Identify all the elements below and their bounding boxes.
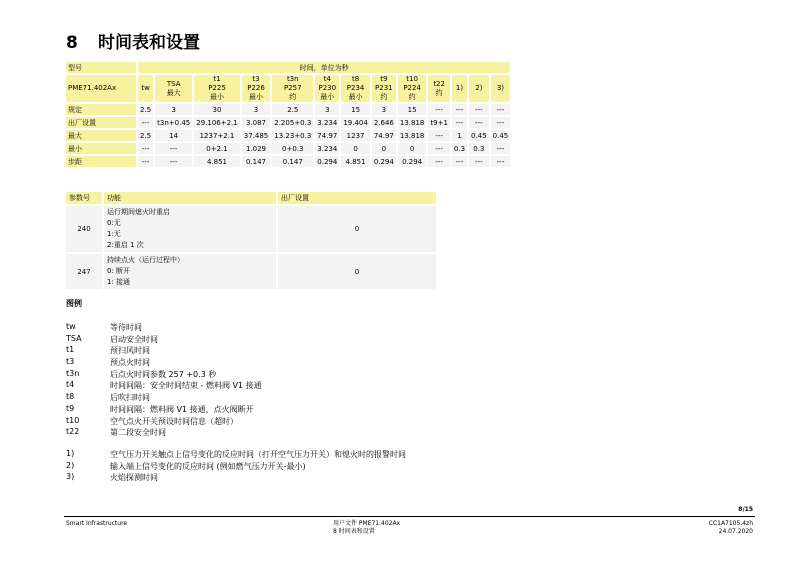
column-header-line: P231 (375, 84, 393, 92)
table-cell: 15 (341, 104, 370, 115)
table-cell: 2.5 (272, 104, 313, 115)
row-label: 出厂设置 (66, 117, 136, 128)
legend-description: 火焰探测时间 (110, 473, 158, 483)
column-header-line: 最小 (320, 93, 335, 101)
column-header (272, 75, 313, 102)
table-cell: 4.851 (194, 156, 240, 167)
table-cell: 1237+2.1 (194, 130, 240, 141)
legend-item (66, 461, 406, 473)
table-cell: --- (428, 104, 450, 115)
table-cell: --- (452, 117, 467, 128)
table-cell: 74.97 (373, 131, 394, 140)
param-function-line: 0: 断开 (107, 267, 131, 275)
table-cell: 29.106+2.1 (196, 118, 238, 127)
footer-code-date (709, 520, 753, 536)
legend-symbol: 2) (66, 460, 75, 470)
table-row (66, 104, 510, 115)
table-cell: 3 (315, 104, 339, 115)
table-cell: --- (428, 143, 450, 154)
column-header-line: 约 (408, 93, 416, 101)
column-header-line: P257 (283, 84, 302, 92)
type-label: 型号 (66, 62, 136, 73)
table-cell: 0 (398, 143, 427, 154)
column-header-line: P230 (318, 84, 337, 92)
footer-doc-code: CC1A7105.4zh (708, 520, 753, 527)
table-cell: 4.851 (341, 156, 370, 167)
table-cell: --- (452, 104, 467, 115)
table-cell: 1 (452, 130, 467, 141)
legend-description: 空气点火开关预设时间信息（超时） (110, 416, 238, 426)
table-row (66, 156, 510, 167)
param-default: 0 (278, 254, 436, 289)
legend-description: 等待时间 (110, 323, 142, 332)
table-cell: t3n+0.45 (157, 118, 191, 127)
table-cell: 0.45 (471, 131, 487, 140)
table-cell: 0.294 (373, 157, 394, 166)
legend-item (66, 427, 262, 439)
table-cell: 2.646 (373, 118, 394, 127)
table-cell: --- (138, 117, 153, 128)
param-function (104, 206, 276, 252)
table-cell: --- (138, 156, 153, 167)
table-cell: 2.5 (140, 105, 152, 114)
column-header-line: tw (141, 84, 150, 92)
section-title: 时间表和设置 (98, 33, 200, 53)
param-row (66, 206, 436, 252)
table-cell: 0.147 (272, 156, 313, 167)
footer-doc-section: 8 时间表和设置 (333, 528, 375, 535)
legend-item (66, 334, 262, 346)
legend-item (66, 322, 262, 334)
column-header-line: TSA (166, 79, 181, 88)
legend-symbol: 3) (66, 472, 75, 482)
column-header-line: P226 (247, 84, 265, 92)
footer-rule (64, 516, 755, 517)
table-cell: 0.3 (469, 143, 489, 154)
table-cell: 1237 (341, 130, 370, 141)
column-header-line: P224 (403, 84, 421, 92)
table-cell: 30 (194, 104, 240, 115)
param-default-header: 出厂设置 (278, 192, 436, 204)
column-header-line: 约 (380, 93, 388, 101)
column-header (155, 75, 192, 102)
legend-symbol: t8 (66, 392, 75, 402)
column-header (372, 75, 396, 102)
legend-symbol: TSA (66, 333, 82, 343)
column-header-line: t1 (213, 75, 221, 83)
legend-description: 预点火时间 (110, 358, 150, 368)
legend-item (66, 472, 406, 484)
table-cell: 13.818 (399, 118, 425, 127)
column-header (452, 75, 467, 102)
legend-item (66, 416, 262, 428)
param-function (104, 254, 276, 289)
table-cell: 13.23+0.3 (274, 131, 312, 140)
legend-symbol: t10 (66, 415, 80, 425)
table-cell: --- (155, 156, 192, 167)
column-header-line: t4 (323, 75, 331, 83)
legend-description: 预扫风时间 (110, 346, 150, 356)
legend-item (66, 369, 262, 381)
param-default: 0 (278, 206, 436, 252)
column-header-line: 最小 (209, 93, 224, 101)
table-cell: 0+0.3 (272, 143, 313, 154)
table-cell: --- (491, 156, 511, 167)
column-header-line: t9 (380, 75, 388, 83)
column-header (138, 75, 153, 102)
column-header-line: t3n (286, 75, 299, 83)
legend-symbol: t3 (66, 357, 75, 367)
table-cell: t9+1 (430, 118, 448, 127)
column-header-line: 最小 (248, 93, 263, 101)
table-cell: 0.294 (398, 156, 427, 167)
legend-item (66, 357, 262, 369)
legend-description: 时间间隔：安全时间结束 - 燃料阀 V1 接通 (110, 381, 262, 391)
param-function-line: 0:无 (107, 219, 121, 227)
table-cell: 0.294 (317, 157, 338, 166)
unit-header: 时间，单位为秒 (138, 62, 510, 73)
legend-description: 时间间隔：燃料阀 V1 接通，点火阀断开 (110, 404, 254, 414)
param-row (66, 254, 436, 289)
column-header-line: t22 (433, 79, 445, 88)
param-number-header: 参数号 (66, 192, 102, 204)
notes-list (66, 449, 406, 484)
footer-company: Smart Infrastructure (66, 520, 128, 527)
legend-symbol: tw (66, 322, 76, 331)
table-cell: 3 (372, 104, 396, 115)
column-header-line: P234 (346, 84, 365, 92)
legend-symbol: 1) (66, 449, 75, 458)
row-label: 步距 (66, 156, 136, 167)
column-header (398, 75, 427, 102)
legend-symbol: t9 (66, 403, 75, 413)
table-cell: --- (155, 143, 192, 154)
table-cell: 74.97 (317, 131, 338, 140)
table-cell: 14 (155, 130, 192, 141)
legend-list (66, 322, 262, 439)
table-cell: 0.45 (492, 131, 509, 140)
timing-table (64, 60, 512, 169)
column-header (428, 75, 450, 102)
table-row (66, 130, 510, 141)
legend-item (66, 404, 262, 416)
column-header-line: 最小 (348, 93, 363, 101)
table-cell: --- (428, 156, 450, 167)
param-function-line: 1: 接通 (107, 278, 131, 286)
footer-document (333, 520, 400, 536)
legend-symbol: t4 (66, 380, 75, 390)
column-header (491, 75, 511, 102)
column-header-line: P225 (208, 84, 226, 92)
row-label: 最小 (66, 143, 136, 154)
legend-item (66, 449, 406, 461)
legend-description: 空气压力开关触点上信号变化的反应时间（打开空气压力开关）和熄火时的报警时间 (110, 450, 406, 459)
table-cell: --- (491, 117, 511, 128)
table-cell: --- (469, 156, 489, 167)
legend-symbol: t22 (66, 427, 80, 437)
legend-symbol: t3n (66, 368, 80, 378)
model-name: PME71.402Ax (66, 75, 136, 102)
column-header (341, 75, 370, 102)
table-cell: 13.818 (399, 131, 425, 140)
table-cell: --- (469, 104, 489, 115)
column-header (242, 75, 271, 102)
legend-item (66, 380, 262, 392)
column-header (194, 75, 240, 102)
column-header (469, 75, 489, 102)
legend-description: 启动安全时间 (110, 334, 158, 344)
param-number: 247 (66, 254, 102, 289)
table-cell: 0+2.1 (194, 143, 240, 154)
table-row (66, 117, 510, 128)
table-cell: 3.234 (317, 118, 338, 127)
table-cell: --- (469, 117, 489, 128)
table-cell: 3.087 (242, 117, 271, 128)
legend-description: 第二段安全时间 (110, 428, 166, 438)
column-header (315, 75, 339, 102)
table-row (66, 143, 510, 154)
param-function-line: 1:无 (107, 230, 121, 238)
legend-description: 后吹扫时间 (110, 393, 150, 403)
param-function-line: 运行期间熄火时重启 (107, 208, 170, 216)
table-cell: --- (452, 156, 467, 167)
column-header-line: 2) (475, 84, 483, 92)
table-cell: 37.485 (243, 131, 269, 140)
table-cell: 3.234 (317, 144, 338, 153)
parameter-table (64, 190, 438, 291)
table-cell: 1.029 (242, 143, 271, 154)
table-cell: --- (491, 143, 511, 154)
table-cell: 19.404 (343, 118, 368, 127)
column-header-line: 最大 (166, 88, 181, 97)
table-cell: 0.147 (242, 156, 271, 167)
table-cell: 15 (398, 104, 427, 115)
column-header-line: t8 (351, 75, 360, 83)
table-cell: --- (428, 130, 450, 141)
column-header-line: 约 (435, 88, 443, 97)
legend-description: 输入端上信号变化的反应时间 (例如燃气压力开关-最小) (110, 461, 306, 471)
legend-description: 后点火时间参数 257 +0.3 秒 (110, 369, 217, 379)
table-cell: 2.205+0.3 (274, 118, 312, 127)
legend-title: 图例 (66, 299, 82, 308)
param-function-line: 持续点火（运行过程中） (107, 256, 184, 264)
legend-symbol: t1 (66, 345, 75, 355)
column-header-line: 1) (455, 84, 464, 92)
legend-item (66, 392, 262, 404)
table-cell: --- (138, 143, 153, 154)
param-function-header: 功能 (104, 192, 276, 204)
param-function-line: 2:重启 1 次 (107, 241, 144, 249)
table-cell: 3 (242, 104, 271, 115)
legend-item (66, 345, 262, 357)
column-header-line: 约 (289, 93, 297, 101)
table-cell: 2.5 (140, 131, 152, 140)
section-number: 8 (66, 33, 78, 53)
page-number: 8/15 (738, 506, 753, 513)
column-header-line: t10 (406, 75, 418, 83)
table-cell: --- (491, 104, 511, 115)
column-header-line: 3) (496, 84, 505, 92)
row-label: 最大 (66, 130, 136, 141)
table-cell: 0 (372, 143, 396, 154)
row-label: 规定 (66, 104, 136, 115)
table-cell: 0 (341, 143, 370, 154)
param-number: 240 (66, 206, 102, 252)
table-cell: 3 (155, 104, 192, 115)
table-cell: 0.3 (453, 144, 466, 153)
column-header-line: t3 (252, 75, 260, 83)
footer-doc-title: 用户文件 PME71.402Ax (333, 520, 401, 527)
footer-doc-date: 24.07.2020 (718, 528, 753, 535)
section-heading (66, 28, 200, 53)
